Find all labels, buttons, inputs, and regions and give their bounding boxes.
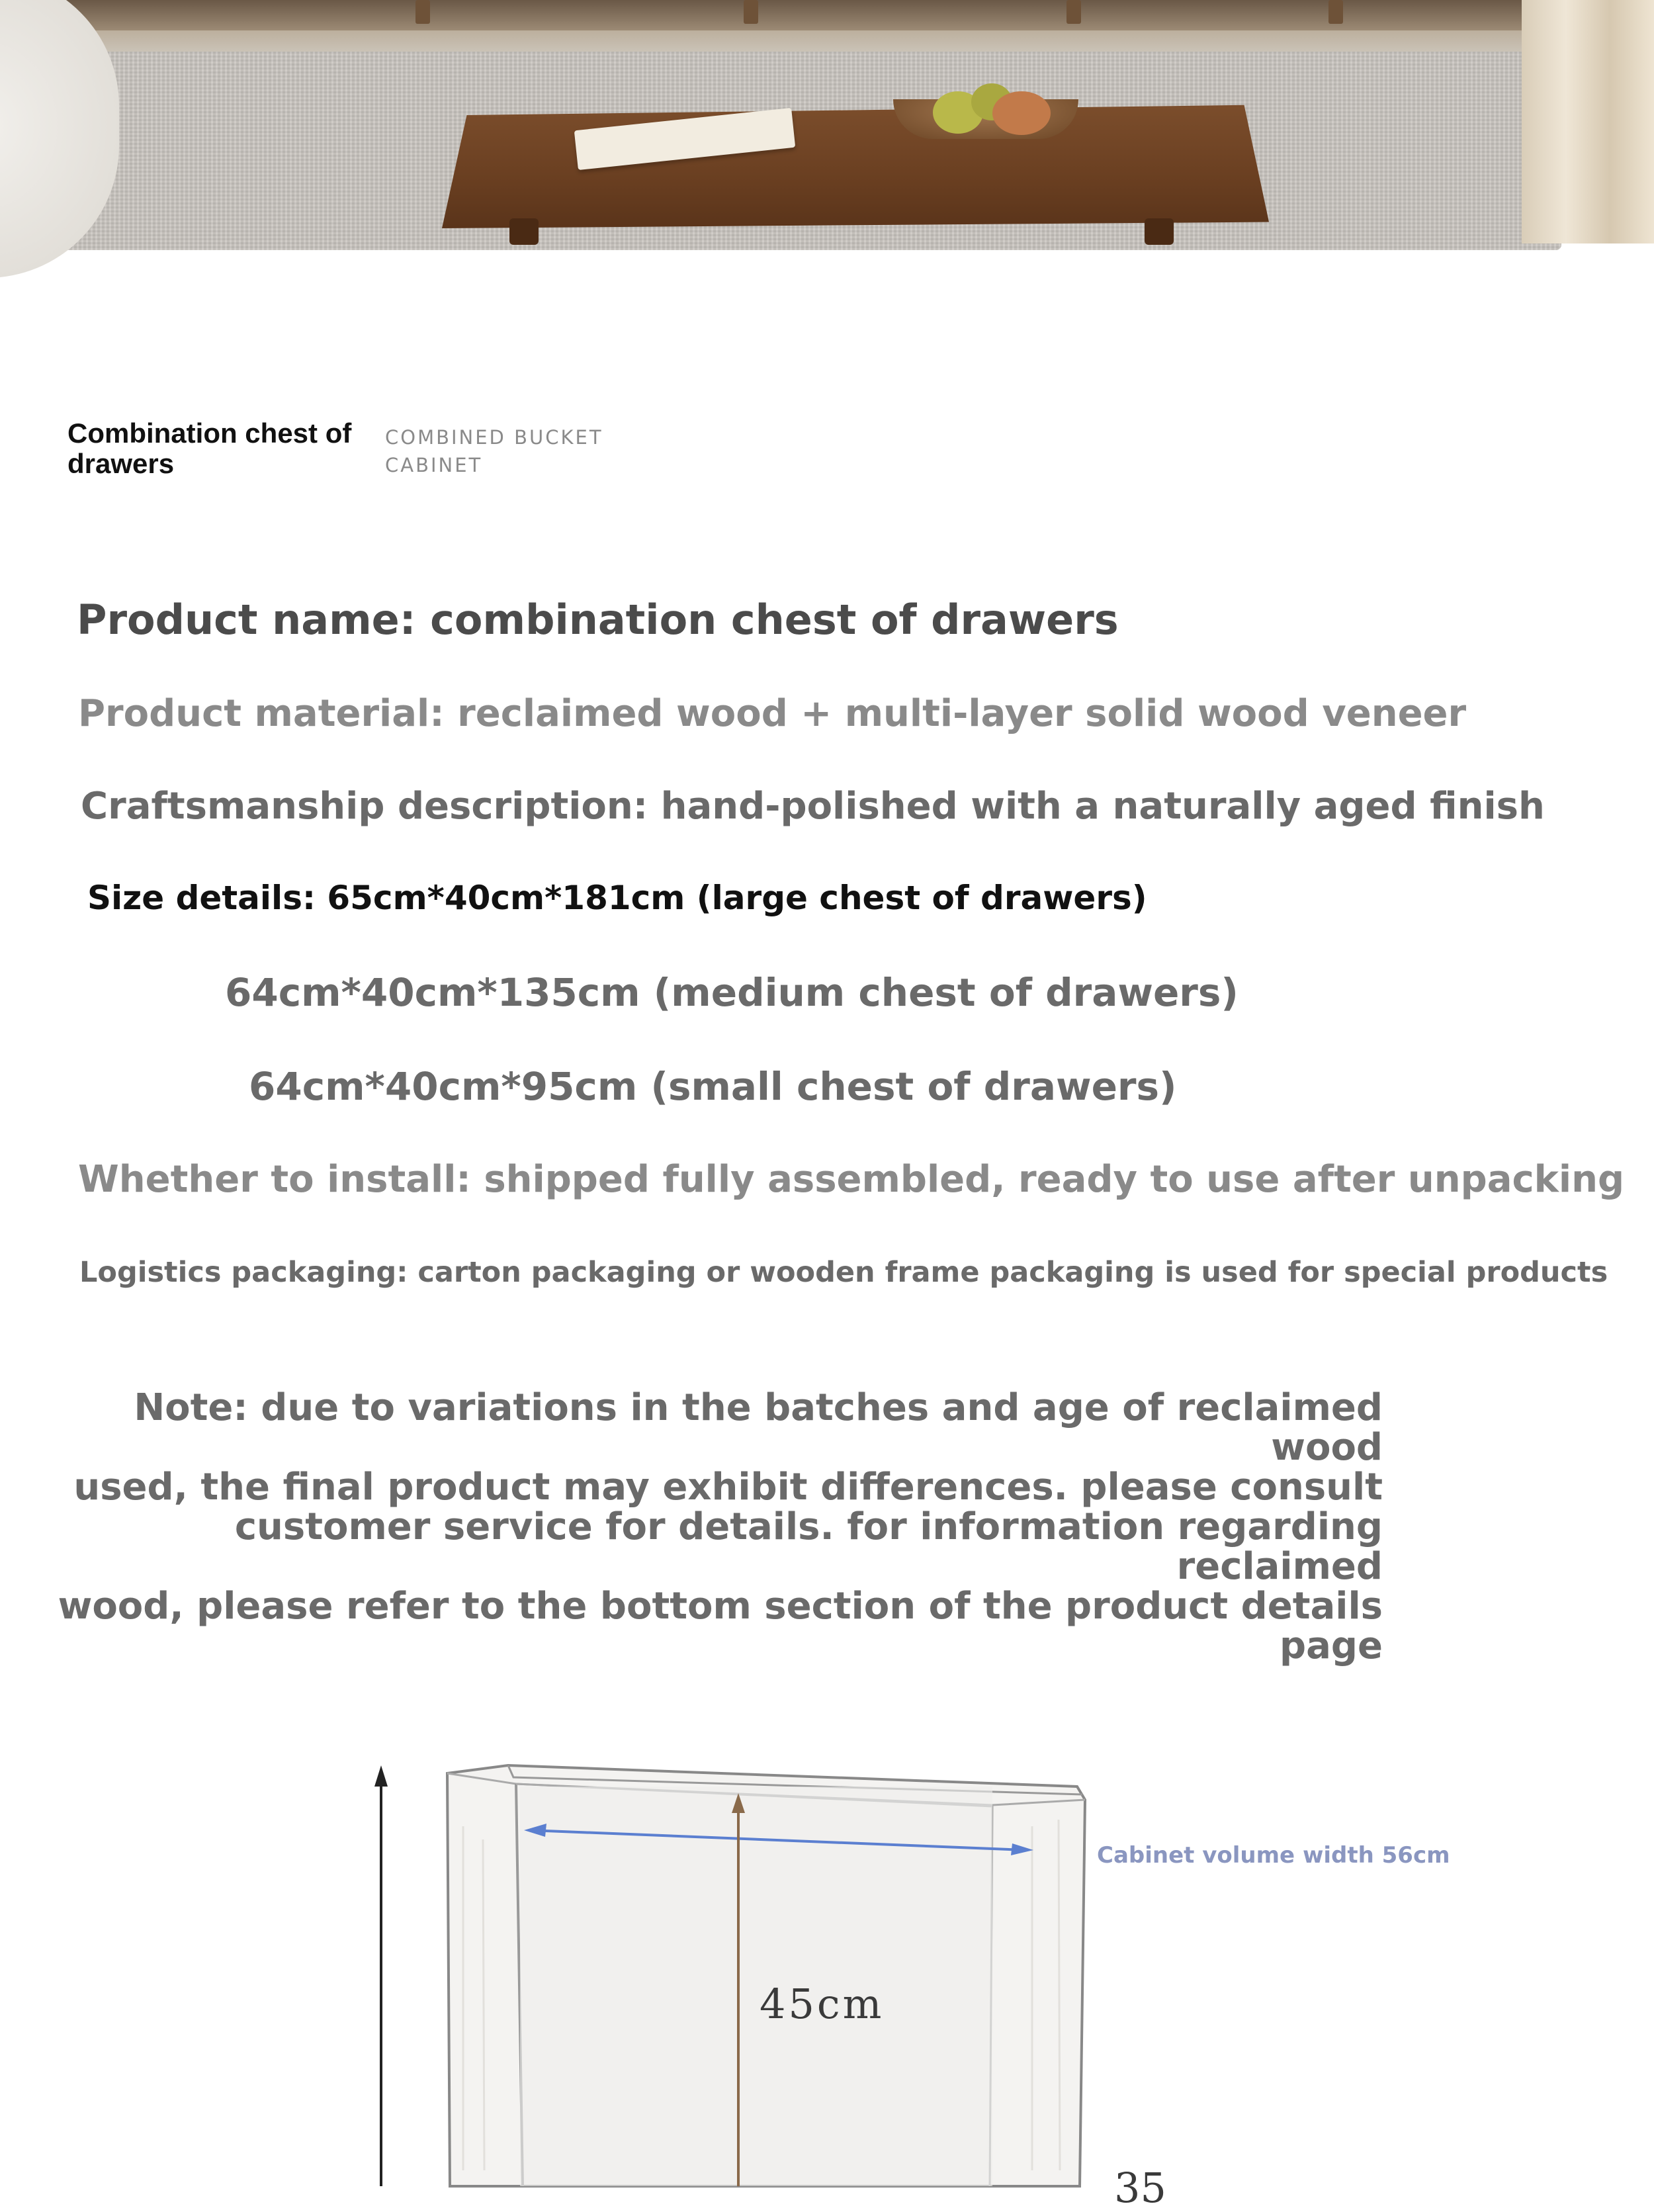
apple [992,91,1051,135]
note-line: wood, please refer to the bottom section of the product details page [58,1585,1383,1667]
table-leg [509,218,539,245]
curtain [1522,0,1654,243]
size-medium: 64cm*40cm*135cm (medium chest of drawers) [225,970,1239,1015]
cabinet-diagram [0,1747,1641,2186]
coffee-table [442,103,1269,228]
furniture-leg [744,0,758,24]
product-name: Product name: combination chest of drawers [77,596,1119,644]
note-paragraph [53,1388,1383,1666]
section-title: Combination chest of drawers [67,418,352,479]
note-line: customer service for details. for information regarding reclaimed [234,1505,1383,1588]
note-line: Note: due to variations in the batches and age of reclaimed wood [134,1386,1383,1469]
product-material: Product material: reclaimed wood + multi-layer solid wood veneer [78,692,1467,735]
table-leg [1145,218,1174,245]
install-info: Whether to install: shipped fully assembled, ready to use after unpacking [78,1158,1625,1201]
size-large: Size details: 65cm*40cm*181cm (large chest of drawers) [87,879,1147,917]
furniture-leg [415,0,430,24]
wall-background [0,0,1641,30]
depth-dimension-label: 45cm [760,1980,885,2028]
hero-photo [0,0,1641,243]
height-arrow-head [374,1765,388,1787]
craftsmanship-description: Craftsmanship description: hand-polished with a naturally aged finish [81,785,1545,828]
packaging-info: Logistics packaging: carton packaging or wooden frame packaging is used for special products [79,1256,1608,1289]
furniture-leg [1066,0,1081,24]
width-dimension-label: Cabinet volume width 56cm [1097,1842,1450,1869]
size-small: 64cm*40cm*95cm (small chest of drawers) [249,1064,1177,1109]
note-line: used, the final product may exhibit differences. please consult [73,1466,1383,1509]
section-subtitle: COMBINED BUCKET CABINET [385,426,603,476]
furniture-leg [1328,0,1343,24]
cabinet-sketch [0,1747,1641,2186]
partial-dimension-label: 35 [1114,2164,1166,2212]
